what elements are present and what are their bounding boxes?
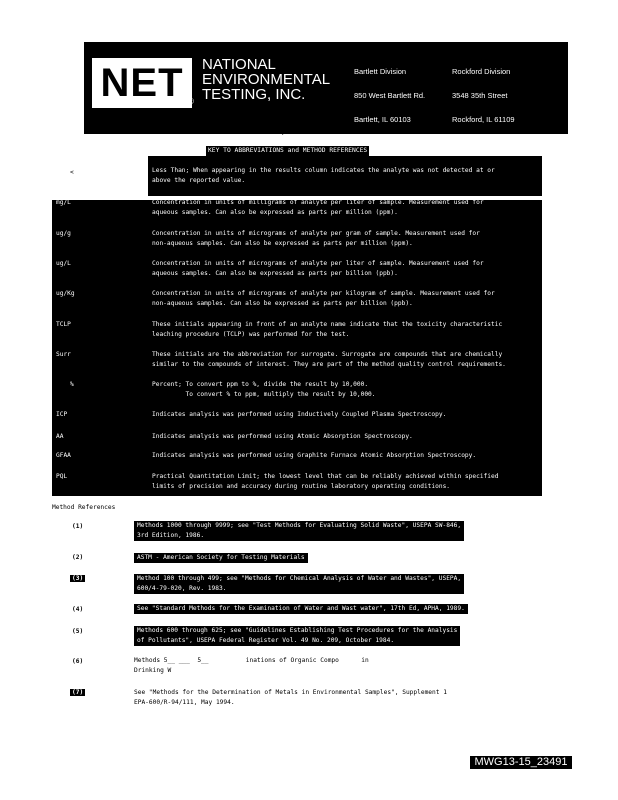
company-line: TESTING, INC. xyxy=(202,86,306,103)
registered-mark: ® xyxy=(188,97,194,106)
abbrev-definition: These initials are the abbreviation for surrogate. Surrogate are compounds that are chemically similar to the compounds of interest. They are part of the method quality control requirements. xyxy=(152,351,506,368)
address-line: Rockford Division xyxy=(452,67,511,76)
reference-text: Methods 5__ ___ 5__ inations of Organic Compo in Drinking W xyxy=(134,657,369,674)
abbrev-term: GFAA xyxy=(56,452,71,459)
reference-number: (6) xyxy=(72,658,84,665)
address-line: 850 West Bartlett Rd. xyxy=(354,91,426,100)
abbrev-definition: These initials appearing in front of an analyte name indicate that the toxicity characteristic leaching procedure (TCLP) was performed for the test. xyxy=(152,321,503,338)
reference-number: (7) xyxy=(72,689,84,696)
abbrev-definition: Indicates analysis was performed using Inductively Coupled Plasma Spectroscopy. xyxy=(152,411,447,418)
reference-number: (3) xyxy=(72,575,84,582)
address-line: Bartlett, IL 60103 xyxy=(354,115,411,124)
abbrev-term: ug/L xyxy=(56,260,71,267)
company-name xyxy=(202,57,330,102)
address-line: Rockford, IL 61109 xyxy=(452,115,515,124)
reference-text: See "Standard Methods for the Examination of Water and Wast water", 17th Ed, APHA, 1989. xyxy=(134,604,468,614)
abbrev-term: mg/L xyxy=(56,199,71,206)
letterhead xyxy=(84,42,568,134)
page-title: KEY TO ABBREVIATIONS and METHOD REFERENCES xyxy=(208,147,368,154)
document-id-stamp: MWG13-15_23491 xyxy=(470,756,572,769)
division-line: NET Midwest, Bartlett Division xyxy=(238,128,356,136)
reference-text: ASTM - American Society for Testing Materials xyxy=(134,553,308,563)
reference-text: Methods 600 through 625; see "Guidelines Establishing Test Procedures for the Analysis of Pollutants", USEPA Federal Register Vol. 49 No. 209, October 1984. xyxy=(134,626,460,646)
abbrev-definition: Practical Quantitation Limit; the lowest level that can be reliably achieved within specified limits of precision and accuracy during routine laboratory operating conditions. xyxy=(152,473,499,490)
abbrev-definition: Less Than; When appearing in the results column indicates the analyte was not detected at or above the reported value. xyxy=(152,167,495,184)
reference-number: (2) xyxy=(72,554,84,561)
abbrev-definition: Concentration in units of micrograms of analyte per kilogram of sample. Measurement used for non-aqueous samples. Can also be expressed as parts per billion (ppb). xyxy=(152,290,495,307)
abbrev-term: TCLP xyxy=(56,321,71,328)
address-line: 3548 35th Street xyxy=(452,91,508,100)
reference-number: (4) xyxy=(72,606,84,613)
reference-text: Method 100 through 499; see "Methods for Chemical Analysis of Water and Wastes", USEPA, 600/4-79-020, Rev. 1983. xyxy=(134,574,464,594)
reference-text: Methods 1000 through 9999; see "Test Methods for Evaluating Solid Waste", USEPA SW-846, 3rd Edition, 1986. xyxy=(134,521,464,541)
abbrev-term: Surr xyxy=(56,351,71,358)
abbrev-definition: Concentration in units of micrograms of analyte per gram of sample. Measurement used for non-aqueous samples. Can also be expressed as parts per million (ppm). xyxy=(152,230,480,247)
abbrev-term: PQL xyxy=(56,473,68,480)
company-line: ENVIRONMENTAL xyxy=(202,71,331,88)
net-logo: NET xyxy=(92,58,192,108)
company-line: NATIONAL xyxy=(202,56,276,73)
abbrev-term: % xyxy=(70,381,74,388)
abbrev-term: ICP xyxy=(56,411,68,418)
reference-text: See "Methods for the Determination of Metals in Environmental Samples", Supplement 1 EPA-600/R-94/111, May 1994. xyxy=(134,689,447,706)
abbrev-definition: Percent; To convert ppm to %, divide the result by 10,000. To convert % to ppm, multiply the result by 10,000. xyxy=(152,381,376,398)
reference-number: (5) xyxy=(72,628,84,635)
address-line: Bartlett Division xyxy=(354,67,407,76)
abbrev-term: ug/Kg xyxy=(56,290,75,297)
abbrev-definition: Indicates analysis was performed using Atomic Absorption Spectroscopy. xyxy=(152,433,413,440)
abbrev-definition: Indicates analysis was performed using Graphite Furnace Atomic Absorption Spectroscopy. xyxy=(152,452,477,459)
reference-number: (1) xyxy=(72,523,84,530)
abbrev-term: AA xyxy=(56,433,64,440)
abbrev-definition: Concentration in units of micrograms of analyte per liter of sample. Measurement used for aqueous samples. Can also be expressed as parts per billion (ppb). xyxy=(152,260,484,277)
method-references-header: Method References xyxy=(52,504,116,511)
abbrev-term: < xyxy=(70,169,74,176)
abbrev-definition: Concentration in units of milligrams of analyte per liter of sample. Measurement used for aqueous samples. Can also be expressed as parts per million (ppm). xyxy=(152,199,484,216)
abbrev-term: ug/g xyxy=(56,230,71,237)
